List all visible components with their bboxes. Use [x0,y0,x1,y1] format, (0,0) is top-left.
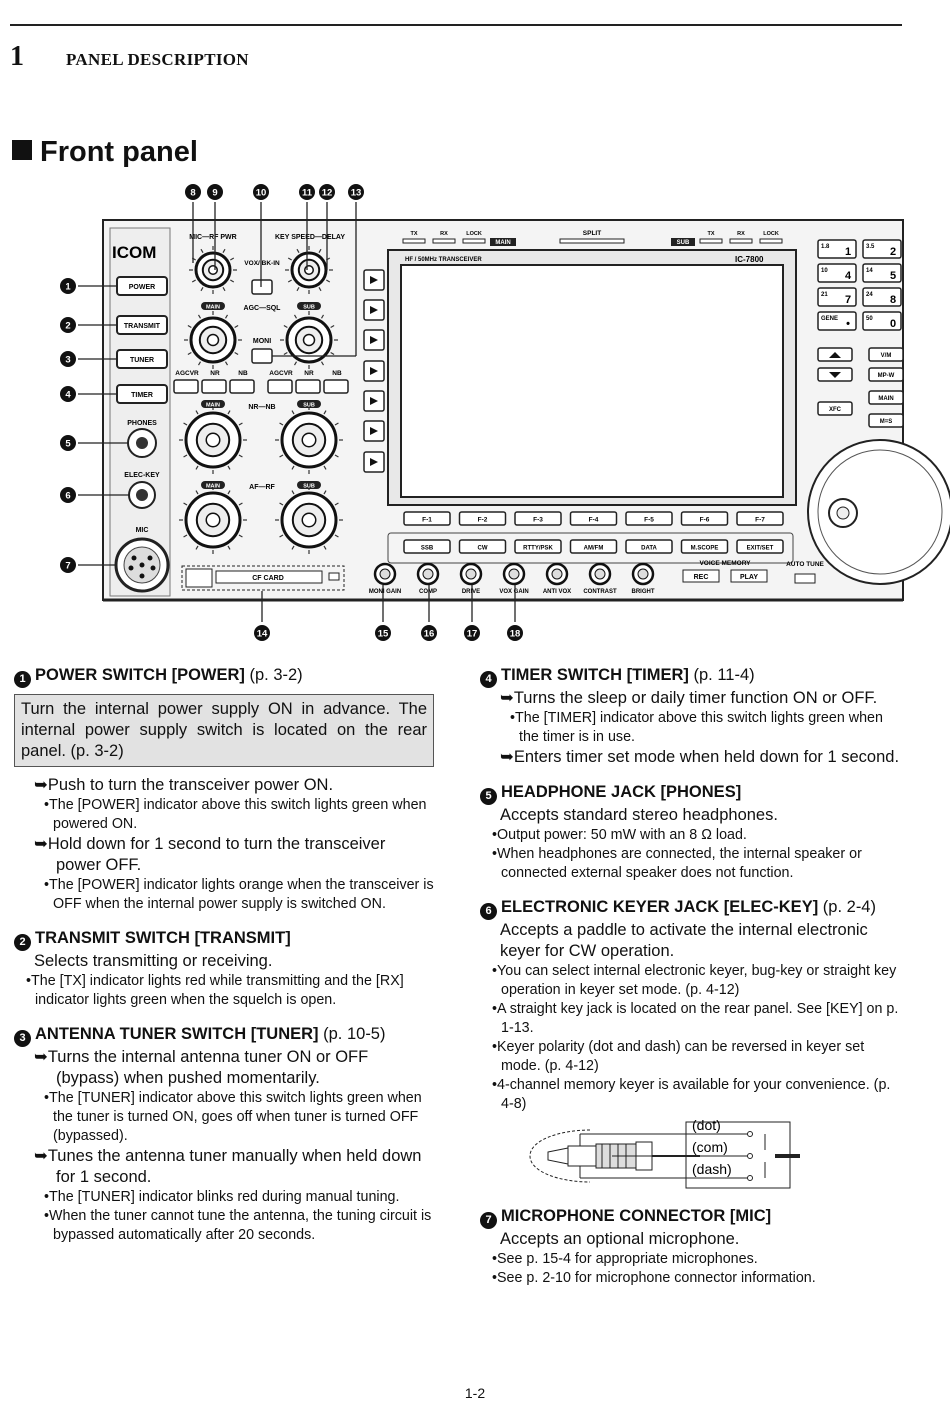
bullet-item: • See p. 2-10 for microphone connector information. [489,1269,902,1288]
right-key [869,368,903,381]
display-screen [401,265,783,497]
svg-text:V/M: V/M [880,353,892,359]
svg-text:2: 2 [889,246,897,258]
mode-key [515,540,561,553]
svg-text:PLAY: PLAY [739,574,759,581]
plug-label-dot: (dot) [692,1120,721,1133]
section-mic [480,1206,902,1288]
left-button-power [117,277,167,295]
svg-text:SUB: SUB [303,483,315,490]
svg-text:SUB: SUB [303,402,315,409]
callout-marker [60,278,76,294]
svg-text:9: 9 [212,187,218,199]
svg-text:MP-W: MP-W [877,373,895,379]
svg-text:F-4: F-4 [588,516,599,524]
bullet-item: • A straight key jack is located on the rear panel. See [KEY] on p. 1-13. [489,1000,902,1038]
front-panel-diagram [0,175,950,650]
callout-marker [299,184,315,200]
chapter-number: 1 [10,41,24,72]
description: Accepts a paddle to activate the internal electronic keyer for CW operation. [500,921,868,960]
svg-text:12: 12 [321,187,333,199]
indicator-led [730,239,752,243]
heading-text: Front panel [40,136,198,168]
section-title-phones: HEADPHONE JACK [PHONES] [501,783,742,801]
svg-text:7: 7 [65,560,71,572]
arrow-item: ➥ Turns the internal antenna tuner ON or OFF (bypass) when pushed momentarily. [36,1047,434,1089]
small-button [324,380,348,393]
cf-card-label: CF CARD [252,575,284,582]
brand-logo: ICOM [112,243,157,262]
screen-label: HF / 50MHz TRANSCEIVER [405,257,482,263]
svg-text:15: 15 [377,628,389,640]
callout-number: 6 [480,903,497,920]
f-key-6 [682,512,728,525]
mode-key [737,540,783,553]
section-title-power: POWER SWITCH [POWER] [35,666,245,684]
phones-label: PHONES [127,420,157,427]
svg-text:F-1: F-1 [422,516,432,524]
svg-text:1: 1 [65,281,71,293]
f-key-2 [460,512,506,525]
plug-label-dash: (dash) [692,1161,732,1177]
callout-marker [253,184,269,200]
svg-text:DRIVE: DRIVE [461,589,481,595]
bullet-item: • Keyer polarity (dot and dash) can be reversed in keyer set mode. (p. 4-12) [489,1038,902,1076]
small-button-label: NR [304,370,314,377]
callout-marker [348,184,364,200]
svg-text:POWER: POWER [128,284,156,291]
screen-arrow-button [364,361,384,381]
callout-marker [464,625,480,641]
callout-marker [60,435,76,451]
section-tuner [14,1024,434,1245]
callout-number: 2 [14,934,31,951]
svg-text:•: • [846,318,850,330]
f-key-3 [515,512,561,525]
small-button-label: NB [332,370,342,377]
bullet-item: • When headphones are connected, the internal speaker or connected external speaker does not function. [489,845,902,883]
right-key [818,402,852,415]
indicator-led [433,239,455,243]
svg-text:XFC: XFC [829,407,841,413]
svg-text:EXIT/SET: EXIT/SET [746,545,774,552]
bottom-knob [632,564,655,595]
section-title-tuner: ANTENNA TUNER SWITCH [TUNER] [35,1025,319,1043]
section-title-elec-key: ELECTRONIC KEYER JACK [ELEC-KEY] [501,898,819,916]
left-button-timer [117,385,167,403]
small-button [230,380,254,393]
svg-text:8: 8 [889,294,897,306]
svg-text:16: 16 [423,628,435,640]
svg-text:TX: TX [707,231,715,237]
callout-marker [507,625,523,641]
left-button-tuner [117,350,167,368]
up-key [818,348,852,361]
screen-arrow-button [364,421,384,441]
section-title: PANEL DESCRIPTION [66,50,249,69]
af-rf-label: AF—RF [249,484,275,491]
f-key-1 [404,512,450,525]
mic-label: MIC [135,527,149,534]
svg-text:TUNER: TUNER [129,357,155,364]
keypad-key [863,288,901,306]
description: Accepts an optional microphone. [500,1230,740,1248]
svg-text:1: 1 [844,246,852,258]
right-key [869,414,903,427]
mode-key [571,540,617,553]
svg-text:24: 24 [866,292,873,298]
page-ref: (p. 10-5) [323,1025,386,1043]
bullet-item: • The [POWER] indicator above this switch lights green when powered ON. [23,796,434,834]
bottom-knob [461,564,481,595]
keypad-key [818,264,856,282]
svg-text:TIMER: TIMER [131,392,153,399]
bullet-item: • Output power: 50 mW with an 8 Ω load. [489,826,902,845]
keyspeed-label: KEY SPEED—DELAY [274,234,346,241]
svg-text:MAIN: MAIN [495,240,511,246]
bullet-item: • 4-channel memory keyer is available for your convenience. (p. 4-8) [489,1076,902,1114]
svg-text:6: 6 [65,490,71,502]
indicator-led [403,239,425,243]
header-rule [10,24,902,26]
svg-text:CW: CW [477,545,488,552]
small-button-label: AGCVR [175,370,199,377]
svg-text:11: 11 [301,187,313,199]
callout-marker [421,625,437,641]
page-heading [12,136,198,169]
svg-text:DATA: DATA [641,545,657,552]
page-number: 1-2 [464,1385,486,1401]
svg-text:0: 0 [889,318,897,330]
screen-arrow-button [364,391,384,411]
svg-text:10: 10 [255,187,267,199]
svg-text:14: 14 [866,268,873,274]
description: Selects transmitting or receiving. [34,952,273,970]
right-column [480,665,902,1302]
svg-text:MAIN: MAIN [878,396,894,402]
mode-key [460,540,506,553]
screen-arrow-button [364,330,384,350]
svg-text:8: 8 [190,187,196,199]
arrow-item: ➥ Push to turn the transceiver power ON. [36,775,434,796]
keypad-key [863,264,901,282]
small-button-label: AGCVR [269,370,293,377]
svg-text:GENE: GENE [821,316,839,322]
nr-nb-label: NR—NB [248,404,276,411]
small-button-label: NB [238,370,248,377]
moni-label: MONI [252,338,272,345]
bullet-item: • You can select internal electronic keyer, bug-key or straight key operation in keyer set mode. (p. 4-12) [489,962,902,1000]
f-key-7 [737,512,783,525]
small-button [202,380,226,393]
moni-button [252,349,272,363]
key-plug-diagram [520,1120,810,1192]
plug-label-com: (com) [692,1139,728,1155]
svg-text:F-5: F-5 [644,516,654,524]
left-button-transmit [117,316,167,334]
mode-key [404,540,450,553]
svg-text:SSB: SSB [420,545,434,552]
keypad-key [818,312,856,330]
indicator-led [700,239,722,243]
svg-text:F-6: F-6 [699,516,710,524]
section-timer [480,665,902,768]
callout-marker [60,487,76,503]
svg-text:LOCK: LOCK [763,231,779,237]
svg-text:1.8: 1.8 [821,244,830,250]
callout-number: 5 [480,788,497,805]
indicator-led [463,239,485,243]
down-key [818,368,852,381]
svg-text:REC: REC [693,574,709,581]
svg-text:50: 50 [866,316,873,322]
section-title-transmit: TRANSMIT SWITCH [TRANSMIT] [35,929,291,947]
small-button [296,380,320,393]
section-power [14,665,434,914]
section-phones [480,782,902,883]
callout-number: 1 [14,671,31,688]
bullet-item: • The [TUNER] indicator above this switch lights green when the tuner is turned ON, goes off when tuner is turned OFF (bypassed). [23,1089,434,1146]
svg-text:TRANSMIT: TRANSMIT [123,323,161,330]
small-button [268,380,292,393]
callout-number: 4 [480,671,497,688]
svg-text:2: 2 [65,320,71,332]
keypad-key [863,312,901,330]
arrow-item: ➥ Enters timer set mode when held down for 1 second. [502,747,902,768]
description: Accepts standard stereo headphones. [500,806,778,824]
bullet-item: • The [POWER] indicator lights orange when the transceiver is OFF when the internal power supply is switched ON. [23,876,434,914]
svg-text:MONI GAIN: MONI GAIN [368,589,402,595]
note-box: Turn the internal power supply ON in advance. The internal power supply switch is located on the rear panel. (p. 3-2) [14,694,434,767]
small-button-label: NR [210,370,220,377]
square-bullet-icon [12,140,32,160]
arrow-item: ➥ Turns the sleep or daily timer function ON or OFF. [502,688,902,709]
callout-marker [60,557,76,573]
callout-number: 3 [14,1030,31,1047]
vox-label: VOX/ BK-IN [244,260,280,267]
keypad-key [818,288,856,306]
callout-marker [185,184,201,200]
section-transmit [14,928,434,1010]
svg-text:MAIN: MAIN [205,402,221,409]
mode-key [682,540,728,553]
agc-sql-label: AGC—SQL [243,305,281,312]
screen-arrow-button [364,270,384,290]
small-button [174,380,198,393]
svg-text:CONTRAST: CONTRAST [583,589,617,595]
svg-text:MAIN: MAIN [205,304,221,311]
svg-text:SUB: SUB [676,240,690,246]
svg-text:21: 21 [821,292,828,298]
svg-text:TX: TX [410,231,418,237]
svg-text:18: 18 [509,628,521,640]
auto-tune-label: AUTO TUNE [786,561,824,568]
svg-text:M.SCOPE: M.SCOPE [690,545,719,552]
arrow-item: ➥ Hold down for 1 second to turn the transceiver power OFF. [36,834,434,876]
vox-button [252,280,272,294]
right-key [869,348,903,361]
callout-marker [254,625,270,641]
screen-arrow-button [364,452,384,472]
svg-text:RX: RX [737,231,745,237]
elec-key-label: ELEC-KEY [124,472,160,479]
svg-text:SUB: SUB [303,304,315,311]
callout-marker [375,625,391,641]
svg-text:17: 17 [466,628,478,640]
svg-text:F-2: F-2 [477,516,488,524]
f-key-5 [626,512,672,525]
left-column [14,665,434,1259]
bullet-item: • The [TX] indicator lights red while transmitting and the [RX] indicator lights green when the squelch is open. [23,972,434,1010]
callout-marker [60,317,76,333]
svg-text:10: 10 [821,268,828,274]
right-key [869,391,903,404]
section-elec-key [480,897,902,1192]
svg-text:RTTY/PSK: RTTY/PSK [523,545,553,552]
page-ref: (p. 3-2) [249,666,303,684]
callout-marker [207,184,223,200]
svg-text:3.5: 3.5 [866,244,875,250]
model-label: IC-7800 [735,255,764,264]
bullet-item: • The [TUNER] indicator blinks red during manual tuning. [23,1188,434,1207]
callout-marker [60,351,76,367]
svg-text:14: 14 [256,628,268,640]
svg-text:5: 5 [65,438,71,450]
keypad-key [863,240,901,258]
svg-text:F-3: F-3 [533,516,543,524]
arrow-item: ➥ Tunes the antenna tuner manually when held down for 1 second. [36,1146,434,1188]
voice-memory-label: VOICE MEMORY [699,560,751,567]
svg-text:4: 4 [844,270,852,282]
svg-text:M=S: M=S [879,419,893,425]
svg-text:COMP: COMP [419,589,437,595]
bottom-knob [418,564,438,595]
section-title-mic: MICROPHONE CONNECTOR [MIC] [501,1207,772,1225]
callout-marker [319,184,335,200]
page-ref: (p. 11-4) [693,666,755,684]
bullet-item: • See p. 15-4 for appropriate microphones. [489,1250,902,1269]
indicator-led [760,239,782,243]
svg-text:MAIN: MAIN [205,483,221,490]
mic-rf-label: MIC—RF PWR [189,234,237,241]
svg-text:AM/FM: AM/FM [583,545,604,552]
keypad-key [818,240,856,258]
split-label: SPLIT [582,230,602,237]
f-key-4 [571,512,617,525]
section-title-timer: TIMER SWITCH [TIMER] [501,666,689,684]
svg-text:VOX GAIN: VOX GAIN [499,589,529,595]
svg-text:7: 7 [844,294,852,306]
svg-text:ANTI VOX: ANTI VOX [542,589,572,595]
bullet-item: • The [TIMER] indicator above this switch lights green when the timer is in use. [489,709,902,747]
page-ref: (p. 2-4) [822,898,876,916]
svg-text:3: 3 [65,354,71,366]
svg-text:LOCK: LOCK [466,231,482,237]
svg-text:5: 5 [889,270,897,282]
auto-tune-button [795,574,815,583]
screen-arrow-button [364,300,384,320]
svg-text:BRIGHT: BRIGHT [631,589,655,595]
svg-text:4: 4 [65,389,71,401]
bullet-item: • When the tuner cannot tune the antenna, the tuning circuit is bypassed automatically after 20 seconds. [23,1207,434,1245]
callout-number: 7 [480,1212,497,1229]
svg-text:RX: RX [440,231,448,237]
svg-text:F-7: F-7 [755,516,765,524]
mode-key [626,540,672,553]
svg-text:13: 13 [350,187,362,199]
callout-marker [60,386,76,402]
